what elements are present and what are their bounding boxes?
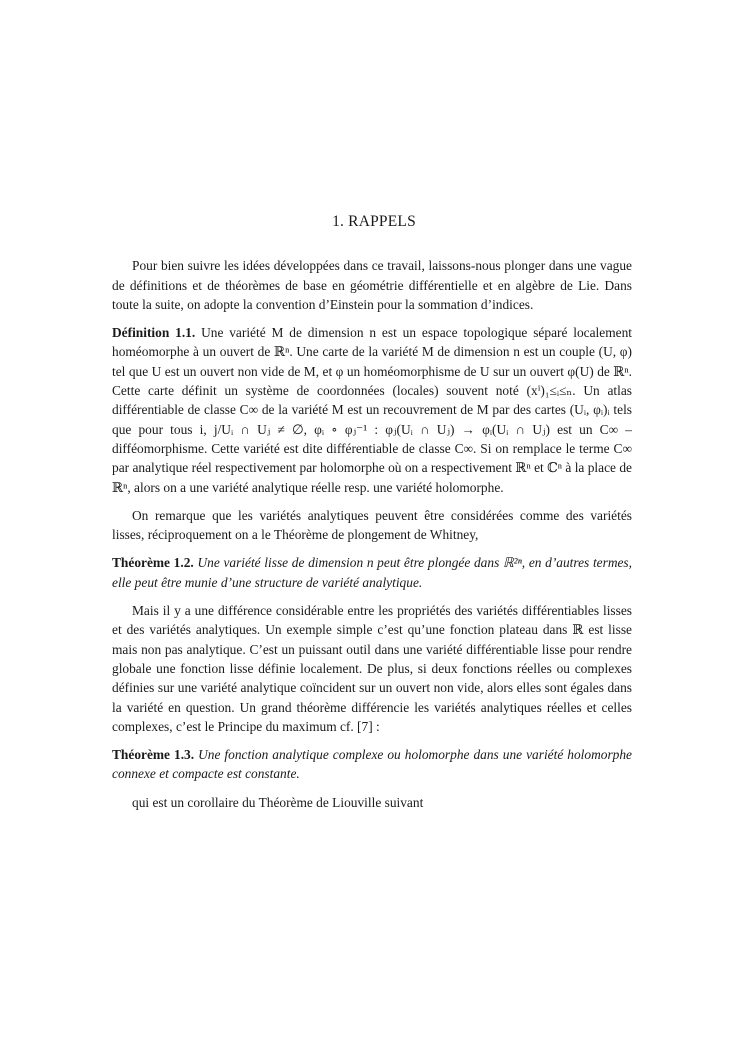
intro-paragraph: Pour bien suivre les idées développées dans ce travail, laissons-nous plonger dans une vague de définitions et de théorèmes de base en géométrie différentielle et en algèbre de Lie. Dans toute la suite, on adopte la convention d’Einstein pour la sommation d’indices. xyxy=(112,258,632,312)
section-title: 1. RAPPELS xyxy=(332,213,416,230)
definition-1-1 xyxy=(112,323,632,497)
analytic-vs-smooth-paragraph: Mais il y a une différence considérable entre les propriétés des variétés différentiables lisses et des variétés analytiques. Un exemple simple c’est qu’une fonction plateau dans ℝ est lisse mais non pas analytique. C’est un puissant outil dans une variété différentiable lisse pour rendre globale une fonction lisse définie localement. De plus, si deux fonctions réelles ou complexes définies sur une variété analytique coïncident sur un ouvert non vide, alors elles sont égales dans la variété en question. Un grand théorème différencie les variétés analytiques réelles et celles complexes, c’est le Principe du maximum cf. [7] : xyxy=(112,603,632,734)
theorem-label: Théorème 1.3. xyxy=(112,747,195,763)
definition-label: Définition 1.1. xyxy=(112,325,196,341)
whitney-paragraph: On remarque que les variétés analytiques peuvent être considérées comme des variétés lisses, réciproquement on a le Théorème de plongement de Whitney, xyxy=(112,507,632,543)
theorem-1-3 xyxy=(112,745,632,784)
definition-text: Une variété M de dimension n est un espace topologique séparé localement homéomorphe à un ouvert de ℝⁿ. Une carte de la variété M de dimension n est un couple (U, φ) tel que U est un ouvert non vide de M, et φ un homéomorphisme de U sur un ouvert φ(U) de ℝⁿ. Cette carte définit un système de coordonnées (locales) souvent noté (xⁱ)₁≤ᵢ≤ₙ. Un atlas différentiable de classe C∞ de la variété M est un recouvrement de M par des cartes (Uᵢ, φᵢ)ᵢ tels que pour tous i, j/Uᵢ ∩ Uⱼ ≠ ∅, φᵢ ∘ φⱼ⁻¹ : φⱼ(Uᵢ ∩ Uⱼ) → φᵢ(Uᵢ ∩ Uⱼ) est un C∞ – difféomorphisme. Cette variété est dite différentiable de classe C∞. Si on remplace le terme C∞ par analytique réel respectivement par holomorphe où on a respectivement ℝⁿ et ℂⁿ à la place de ℝⁿ, alors on a une variété analytique réelle resp. une variété holomorphe. xyxy=(112,325,632,495)
page-content xyxy=(112,212,632,812)
liouville-paragraph: qui est un corollaire du Théorème de Liouville suivant xyxy=(132,794,424,810)
theorem-label: Théorème 1.2. xyxy=(112,555,194,571)
theorem-text: Une variété lisse de dimension n peut être plongée dans ℝ²ⁿ, en d’autres termes, elle peut être munie d’une structure de variété analytique. xyxy=(112,555,632,590)
theorem-1-2 xyxy=(112,553,632,592)
theorem-text: Une fonction analytique complexe ou holomorphe dans une variété holomorphe connexe et compacte est constante. xyxy=(112,747,632,782)
